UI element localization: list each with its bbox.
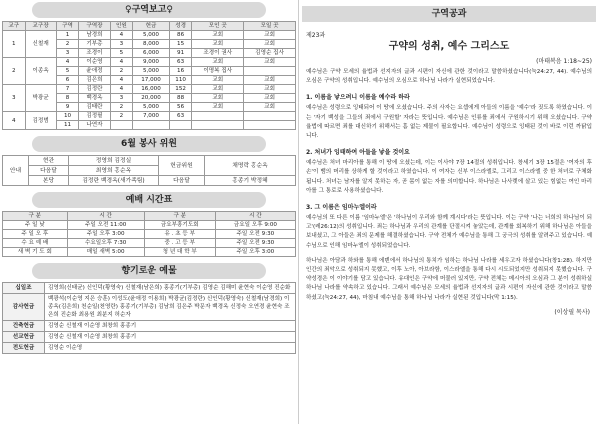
region-cell: 이순영 [79,58,110,67]
schedule-cell: 주일 오후 3:00 [215,248,295,257]
region-cell: 김영순 집사 [244,49,296,58]
offering-names: 김영희(신태균) 신인덕(황영숙) 신철재(남은희) 홍종기(기부총) 김영순 김해미 윤현숙 이순영 진순화 [45,283,296,294]
region-cell: 2 [110,103,133,112]
table-row [3,230,296,239]
lesson-number: 제23과 [306,32,326,39]
offering-names: 김영순 이순영 [45,343,296,354]
region-report-title: ♀구역보고♀ [32,2,266,18]
table-row [3,294,296,321]
region-cell: 교회 [192,94,244,103]
region-header-cell: 인원 [110,22,133,31]
region-cell: 1 [56,31,79,40]
region-cell: 16,000 [133,85,170,94]
region-cell: 16 [169,67,192,76]
lesson-reference: (마태복음 1:18~25) [536,58,592,65]
schedule-header-cell: 구 분 [144,212,215,221]
right-column [302,6,596,316]
region-cell: 5 [56,67,79,76]
schedule-cell: 수요일오후 7:30 [67,239,144,248]
region-header-cell: 성경 [169,22,192,31]
schedule-header-cell: 시 간 [215,212,295,221]
region-cell: 교회 [192,103,244,112]
service-cell: 헌금위원 [159,156,205,176]
offering-label: 십일조 [3,283,45,294]
region-cell: 9,000 [133,58,170,67]
schedule-cell: 주 일 오 후 [3,230,68,239]
region-header-cell: 모일 곳 [244,22,296,31]
region-cell: 4 [110,85,133,94]
region-cell: 교회 [192,40,244,49]
offering-names: 김영순 신철재 이순영 최창희 홍종기 [45,321,296,332]
region-cell [244,112,296,121]
region-report-table [2,21,296,130]
schedule-cell: 금요일 오후 9:00 [215,221,295,230]
offering-title: 향기로운 예물 [32,263,266,279]
schedule-cell: 수 요 예 배 [3,239,68,248]
region-cell: 91 [169,49,192,58]
region-cell: 4 [110,58,133,67]
table-row [3,283,296,294]
region-header-cell: 구역 [56,22,79,31]
region-cell [169,121,192,130]
region-cell: 5,000 [133,31,170,40]
schedule-cell: 새 벽 기 도 회 [3,248,68,257]
table-row [3,332,296,343]
service-table [2,155,296,186]
region-cell: 6 [56,76,79,85]
region-cell: 김태란 [79,103,110,112]
lesson-intro: 예수님은 구약 모세의 율법과 선지자의 글과 시편이 자신에 관한 것이라고 말씀하셨습니다(눅24:27, 44). 예수님의 오심은 구약의 성취입니다. 예수님의 오심으로 하나님 나라가 실현되었습니다. [306,69,592,85]
lesson-section-title: 2. 처녀가 잉태하여 아들을 낳을 것이요 [306,149,410,157]
region-header-cell: 구역장 [79,22,110,31]
district-cell: 1 [3,31,26,58]
schedule-header-cell: 구 분 [3,212,68,221]
region-cell: 이명복 집사 [192,67,244,76]
region-cell: 4 [110,31,133,40]
schedule-cell: 유 . 초 등 부 [144,230,215,239]
region-cell: 5,000 [133,103,170,112]
table-row [3,58,296,67]
schedule-cell: 청 년 대 학 부 [144,248,215,257]
region-cell: 김정란 [79,85,110,94]
service-cell: 최영희 홍순옥 [69,166,159,176]
region-cell: 63 [169,58,192,67]
region-cell: 교회 [244,94,296,103]
region-cell: 10 [56,112,79,121]
offering-names: 김영순 신철재 이순영 최창희 홍종기 [45,332,296,343]
table-row [3,239,296,248]
offering-table [2,282,296,354]
region-cell: 교회 [244,103,296,112]
region-cell: 8,000 [133,40,170,49]
lesson-section-text: 예수님은 처녀 마리아를 통해 이 땅에 오셨는데, 이는 이사야 7장 14절의 성취입니다. 창세기 3장 15절은 '여자의 후손'이 뱀의 머리를 상하게 할 것이라고 하였습니다. 이 여자는 신부 이스라엘로, 그리고 이스라엘 중 한 처녀로 구체화됩니다. 처녀는 남자를 알지 못하는 자, 곧 몸이 없는 자를 의미합니다. 하나님은 나사렛에 살고 있는 힘없는 여인 마리아를 그 통로로 사용하셨습니다. [306,160,592,194]
region-cell: 9 [56,103,79,112]
service-cell: 다음달 [159,176,205,186]
offering-label: 전도헌금 [3,343,45,354]
region-cell [110,121,133,130]
region-cell: 조경이 [79,49,110,58]
region-cell: 교회 [244,76,296,85]
region-cell: 63 [169,112,192,121]
district-leader-cell: 김정범 [25,112,56,130]
region-cell: 남경희 [79,31,110,40]
region-cell [244,67,296,76]
region-header-cell: 교구장 [25,22,56,31]
table-row [3,343,296,354]
region-cell: 7 [56,85,79,94]
service-cell: 홍종기 박정혜 [205,176,296,186]
schedule-table [2,211,296,257]
offering-body [3,283,296,354]
region-cell [192,121,244,130]
service-cell: 채명락 홍순옥 [205,156,296,176]
district-leader-cell: 이종옥 [25,58,56,85]
region-cell: 조경이 권사 [192,49,244,58]
schedule-cell: 주일 오전 9:30 [215,230,295,239]
region-cell: 김은희 [79,76,110,85]
region-cell: 3 [56,49,79,58]
region-cell: 8 [56,94,79,103]
schedule-header-cell: 시 간 [67,212,144,221]
offering-label: 건축헌금 [3,321,45,332]
region-cell: 교회 [192,85,244,94]
region-body [3,31,296,130]
schedule-cell: 금요부흥기도회 [144,221,215,230]
region-cell [244,121,296,130]
page-divider [298,0,299,424]
region-cell: 4 [110,76,133,85]
lesson-section-title: 3. 그 이름은 임마누엘이라 [306,204,377,212]
region-cell: 86 [169,31,192,40]
left-column [2,2,296,354]
region-cell: 4 [56,58,79,67]
region-cell: 5 [110,49,133,58]
service-cell: 다음달 [29,166,69,176]
region-cell: 윤애정 [79,67,110,76]
region-header-cell: 헌금 [133,22,170,31]
service-cell: 김정란 백경옥(새가족팀) [69,176,159,186]
schedule-cell: 매일 새벽 5:00 [67,248,144,257]
service-cell: 정영희 김정실 [69,156,159,166]
region-cell: 11 [56,121,79,130]
lesson-title: 구약의 성취, 예수 그리스도 [388,41,510,52]
region-cell: 교회 [244,85,296,94]
region-cell: 교회 [244,31,296,40]
schedule-cell: 주일 오전 9:30 [215,239,295,248]
schedule-cell: 주일 오전 11:00 [67,221,144,230]
region-cell: 20,000 [133,94,170,103]
service-title: 6월 봉사 위원 [32,136,266,152]
region-cell: 교회 [244,40,296,49]
district-cell: 4 [3,112,26,130]
district-leader-cell: 박광균 [25,85,56,112]
region-cell: 3 [110,94,133,103]
region-cell: 2 [110,67,133,76]
region-header-cell: 모인 곳 [192,22,244,31]
region-cell: 김정필 [79,112,110,121]
region-cell: 7,000 [133,112,170,121]
schedule-cell: 주일 오후 3:00 [67,230,144,239]
region-cell: 교회 [192,58,244,67]
region-cell [133,121,170,130]
district-cell: 2 [3,58,26,85]
lesson-section-text: 예수님은 성령으로 잉태되어 이 땅에 오셨습니다. 주의 사자는 요셉에게 아들의 이름을 '예수'라 짓도록 하였습니다. 이는 '자기 백성을 그들의 죄에서 구원할' 자라는 뜻입니다. 예수님은 인류를 죄에서 구원하시기 위해 오셨습니다. 구약 율법에 따르면 죄를 대신하기 위해서는 흠 없는 제물이 필요합니다. 예수님이 성령으로 잉태된 것이 바로 이런 까닭입니다. [306,105,592,140]
region-cell [192,112,244,121]
offering-names: 백광석(이순영 지은 승훈) 이성도(윤애정 이용희) 박광균(김정란) 신인덕(황영숙) 신철재(남경희) 이종옥(김은희) 천순일(천영란) 홍종기(기부총) 김남희 김은주 박문자 백경옥 신정숙 오연경 윤현숙 조은희 진순화 최용원 최분지 허순자 [45,294,296,321]
region-cell: 교회 [192,31,244,40]
schedule-cell: 주 일 낮 [3,221,68,230]
schedule-body [3,221,296,257]
offering-label: 감사헌금 [3,294,45,321]
lesson-closing: 하나님은 아담과 하와를 통해 에덴에서 하나님의 통치가 임하는 하나님 나라를 세우고자 하셨습니다(창1:28). 하지만 인간의 죄악으로 성취되지 못했고, 이후 노아, 아브라함, 이스라엘을 통해 다시 시도되었지만 성취되지 못했습니다. 구약성경은 이 이야기를 담고 있습니다. 유대인은 구약에 머물러 있지만, 구약 전체는 메시아의 오심과 그 분이 성취하실 하나님 나라를 약속하고 있습니다. 그래서 예수님은 모세의 율법과 선지자의 글과 시편이 자신에 관한 것이라고 말씀하셨고(눅24:27, 44), 마침내 예수님을 통해 하나님 나라가 실현된 것입니다(막 1:15). [306,257,592,301]
service-cell: 현관 [29,156,69,166]
table-row [3,221,296,230]
region-header-cell: 교구 [3,22,26,31]
offering-label: 선교헌금 [3,332,45,343]
region-header-row [3,22,296,31]
region-cell: 17,000 [133,76,170,85]
table-row [3,321,296,332]
region-cell: 152 [169,85,192,94]
lesson-signature: (이상필 목사) [554,308,590,316]
region-cell: 6,000 [133,49,170,58]
lesson-section-text: 예수님의 또 다른 이름 '임마누엘'은 '하나님이 우리와 함께 계시다'라는 뜻입니다. 이는 구약 '나는 너희의 하나님이 되고'(레26:12)의 성취입니다. 죄는 하나님과 우리의 관계를 단절시켜 놓았는데, 관계를 회복하기 위해 하나님은 아들을 보내셨고, 그 아들은 죄의 문제를 해결하셨습니다. 구약 전체가 예수님을 통해 그 궁극의 성취를 알려주고 있습니다. 예수님으로 인해 임마누엘이 성취되었습니다. [306,215,592,249]
service-label: 안내 [3,156,29,186]
region-cell: 백경옥 [79,94,110,103]
region-cell: 2 [56,40,79,49]
region-cell: 나연자 [79,121,110,130]
schedule-header-row [3,212,296,221]
region-cell: 기부총 [79,40,110,49]
table-row [3,85,296,94]
region-cell: 교회 [192,76,244,85]
service-cell: 본당 [29,176,69,186]
region-cell: 3 [110,40,133,49]
region-cell: 5,000 [133,67,170,76]
district-cell: 3 [3,85,26,112]
region-cell: 2 [110,112,133,121]
lesson-header: 구역공과 [302,6,596,22]
lesson-section-title: 1. 이름을 낳으려니 이름을 예수라 하라 [306,94,410,102]
region-cell: 110 [169,76,192,85]
schedule-cell: 중 . 고 등 부 [144,239,215,248]
schedule-title: 예배 시간표 [32,192,266,208]
region-cell: 15 [169,40,192,49]
region-cell: 교회 [244,58,296,67]
table-row [3,112,296,121]
table-row [3,31,296,40]
district-leader-cell: 신철재 [25,31,56,58]
table-row [3,248,296,257]
region-cell: 56 [169,103,192,112]
region-cell: 88 [169,94,192,103]
